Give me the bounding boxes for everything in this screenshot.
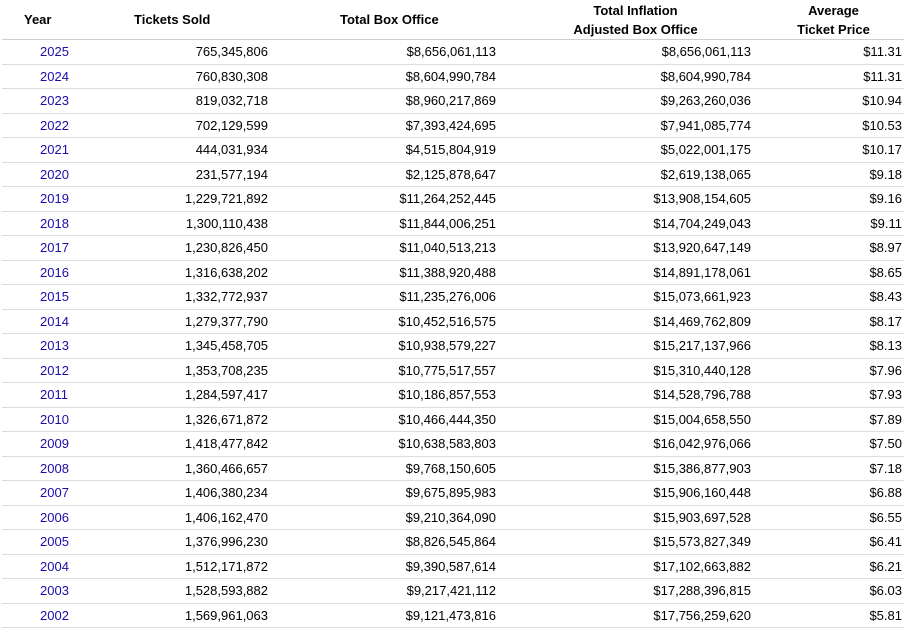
table-row <box>2 579 904 604</box>
table-row <box>2 162 904 187</box>
total-box-office-cell: $11,040,513,213 <box>270 236 498 261</box>
table-row <box>2 40 904 65</box>
year-cell <box>2 579 112 604</box>
inflation-adjusted-cell: $17,288,396,815 <box>498 579 753 604</box>
total-box-office-cell: $11,844,006,251 <box>270 211 498 236</box>
average-ticket-price-cell: $9.18 <box>753 162 904 187</box>
inflation-adjusted-cell: $8,656,061,113 <box>498 40 753 65</box>
table-row <box>2 407 904 432</box>
average-ticket-price-cell: $10.53 <box>753 113 904 138</box>
tickets-sold-cell: 1,569,961,063 <box>112 603 270 628</box>
inflation-adjusted-cell: $15,903,697,528 <box>498 505 753 530</box>
tickets-sold-cell: 1,528,593,882 <box>112 579 270 604</box>
year-cell <box>2 187 112 212</box>
year-cell <box>2 162 112 187</box>
table-row <box>2 383 904 408</box>
average-ticket-price-cell: $7.96 <box>753 358 904 383</box>
tickets-sold-cell: 1,279,377,790 <box>112 309 270 334</box>
tickets-sold-cell: 1,353,708,235 <box>112 358 270 383</box>
tickets-sold-cell: 1,512,171,872 <box>112 554 270 579</box>
tickets-sold-cell: 1,406,380,234 <box>112 481 270 506</box>
total-box-office-cell: $10,186,857,553 <box>270 383 498 408</box>
year-cell <box>2 285 112 310</box>
tickets-sold-cell: 444,031,934 <box>112 138 270 163</box>
year-cell <box>2 40 112 65</box>
average-ticket-price-cell: $9.16 <box>753 187 904 212</box>
inflation-adjusted-cell: $5,022,001,175 <box>498 138 753 163</box>
header-row <box>2 0 904 40</box>
tickets-sold-cell: 231,577,194 <box>112 162 270 187</box>
year-cell <box>2 456 112 481</box>
year-cell <box>2 138 112 163</box>
year-cell <box>2 260 112 285</box>
year-cell <box>2 603 112 628</box>
tickets-sold-cell: 1,406,162,470 <box>112 505 270 530</box>
total-box-office-cell: $8,960,217,869 <box>270 89 498 114</box>
year-cell <box>2 64 112 89</box>
inflation-adjusted-cell: $14,469,762,809 <box>498 309 753 334</box>
inflation-adjusted-cell: $15,573,827,349 <box>498 530 753 555</box>
tickets-sold-cell: 1,376,996,230 <box>112 530 270 555</box>
year-cell <box>2 358 112 383</box>
tickets-sold-cell: 1,345,458,705 <box>112 334 270 359</box>
header-inflation-adjusted <box>498 0 753 40</box>
total-box-office-cell: $10,938,579,227 <box>270 334 498 359</box>
tickets-sold-cell: 1,300,110,438 <box>112 211 270 236</box>
year-cell <box>2 432 112 457</box>
total-box-office-cell: $10,775,517,557 <box>270 358 498 383</box>
table-header <box>2 0 904 40</box>
year-link[interactable]: 2024 <box>40 68 69 84</box>
year-link[interactable]: 2025 <box>40 44 69 60</box>
year-link[interactable]: 2003 <box>40 583 69 599</box>
tickets-sold-cell: 1,326,671,872 <box>112 407 270 432</box>
inflation-adjusted-cell: $2,619,138,065 <box>498 162 753 187</box>
inflation-adjusted-cell: $17,756,259,620 <box>498 603 753 628</box>
average-ticket-price-cell: $5.81 <box>753 603 904 628</box>
year-cell <box>2 334 112 359</box>
year-cell <box>2 505 112 530</box>
total-box-office-cell: $9,210,364,090 <box>270 505 498 530</box>
table-row <box>2 138 904 163</box>
table-row <box>2 456 904 481</box>
box-office-table <box>2 0 904 628</box>
average-ticket-price-cell: $10.17 <box>753 138 904 163</box>
year-cell <box>2 383 112 408</box>
year-link[interactable]: 2008 <box>40 460 69 476</box>
year-link[interactable]: 2011 <box>40 387 68 403</box>
year-link[interactable]: 2019 <box>40 191 69 207</box>
average-ticket-price-cell: $7.50 <box>753 432 904 457</box>
average-ticket-price-cell: $7.18 <box>753 456 904 481</box>
year-link[interactable]: 2004 <box>40 558 69 574</box>
inflation-adjusted-cell: $9,263,260,036 <box>498 89 753 114</box>
inflation-adjusted-cell: $13,920,647,149 <box>498 236 753 261</box>
year-link[interactable]: 2017 <box>40 240 69 256</box>
year-link[interactable]: 2012 <box>40 362 69 378</box>
average-ticket-price-cell: $6.21 <box>753 554 904 579</box>
year-link[interactable]: 2002 <box>40 607 69 623</box>
year-link[interactable]: 2018 <box>40 215 69 231</box>
year-link[interactable]: 2023 <box>40 93 69 109</box>
year-cell <box>2 236 112 261</box>
tickets-sold-cell: 702,129,599 <box>112 113 270 138</box>
average-ticket-price-cell: $9.11 <box>753 211 904 236</box>
header-avg-line1: Average <box>808 2 859 18</box>
table-row <box>2 309 904 334</box>
total-box-office-cell: $10,452,516,575 <box>270 309 498 334</box>
average-ticket-price-cell: $8.13 <box>753 334 904 359</box>
average-ticket-price-cell: $11.31 <box>753 64 904 89</box>
inflation-adjusted-cell: $8,604,990,784 <box>498 64 753 89</box>
average-ticket-price-cell: $8.17 <box>753 309 904 334</box>
tickets-sold-cell: 1,229,721,892 <box>112 187 270 212</box>
tickets-sold-cell: 1,230,826,450 <box>112 236 270 261</box>
tickets-sold-cell: 760,830,308 <box>112 64 270 89</box>
year-link[interactable]: 2015 <box>40 289 69 305</box>
average-ticket-price-cell: $10.94 <box>753 89 904 114</box>
header-inflation-line2: Adjusted Box Office <box>573 21 698 37</box>
table-row <box>2 89 904 114</box>
total-box-office-cell: $9,121,473,816 <box>270 603 498 628</box>
total-box-office-cell: $10,638,583,803 <box>270 432 498 457</box>
year-link[interactable]: 2016 <box>40 264 69 280</box>
tickets-sold-cell: 1,360,466,657 <box>112 456 270 481</box>
tickets-sold-cell: 1,284,597,417 <box>112 383 270 408</box>
total-box-office-cell: $11,388,920,488 <box>270 260 498 285</box>
year-cell <box>2 113 112 138</box>
total-box-office-cell: $7,393,424,695 <box>270 113 498 138</box>
year-link[interactable]: 2020 <box>40 166 69 182</box>
average-ticket-price-cell: $6.88 <box>753 481 904 506</box>
table-row <box>2 187 904 212</box>
year-link[interactable]: 2006 <box>40 509 69 525</box>
table-row <box>2 211 904 236</box>
total-box-office-cell: $2,125,878,647 <box>270 162 498 187</box>
total-box-office-cell: $8,826,545,864 <box>270 530 498 555</box>
year-link[interactable]: 2010 <box>40 411 69 427</box>
table-row <box>2 334 904 359</box>
average-ticket-price-cell: $6.41 <box>753 530 904 555</box>
total-box-office-cell: $9,675,895,983 <box>270 481 498 506</box>
table-row <box>2 285 904 310</box>
year-link[interactable]: 2014 <box>40 313 69 329</box>
inflation-adjusted-cell: $15,004,658,550 <box>498 407 753 432</box>
average-ticket-price-cell: $7.93 <box>753 383 904 408</box>
table-row <box>2 554 904 579</box>
table-row <box>2 530 904 555</box>
header-total-box-office: Total Box Office <box>270 0 498 40</box>
inflation-adjusted-cell: $15,386,877,903 <box>498 456 753 481</box>
average-ticket-price-cell: $8.43 <box>753 285 904 310</box>
table-body <box>2 40 904 628</box>
year-cell <box>2 530 112 555</box>
inflation-adjusted-cell: $15,217,137,966 <box>498 334 753 359</box>
header-year: Year <box>2 0 112 40</box>
average-ticket-price-cell: $7.89 <box>753 407 904 432</box>
inflation-adjusted-cell: $15,073,661,923 <box>498 285 753 310</box>
average-ticket-price-cell: $6.55 <box>753 505 904 530</box>
year-cell <box>2 309 112 334</box>
inflation-adjusted-cell: $14,891,178,061 <box>498 260 753 285</box>
year-link[interactable]: 2021 <box>40 142 69 158</box>
average-ticket-price-cell: $6.03 <box>753 579 904 604</box>
year-link[interactable]: 2022 <box>40 117 69 133</box>
header-average-ticket-price <box>753 0 904 40</box>
inflation-adjusted-cell: $15,310,440,128 <box>498 358 753 383</box>
year-cell <box>2 554 112 579</box>
inflation-adjusted-cell: $14,704,249,043 <box>498 211 753 236</box>
total-box-office-cell: $11,264,252,445 <box>270 187 498 212</box>
year-link[interactable]: 2005 <box>40 534 69 550</box>
tickets-sold-cell: 819,032,718 <box>112 89 270 114</box>
inflation-adjusted-cell: $7,941,085,774 <box>498 113 753 138</box>
table-row <box>2 481 904 506</box>
table-row <box>2 432 904 457</box>
average-ticket-price-cell: $11.31 <box>753 40 904 65</box>
inflation-adjusted-cell: $17,102,663,882 <box>498 554 753 579</box>
inflation-adjusted-cell: $13,908,154,605 <box>498 187 753 212</box>
table-row <box>2 505 904 530</box>
header-avg-line2: Ticket Price <box>797 21 870 37</box>
total-box-office-cell: $11,235,276,006 <box>270 285 498 310</box>
year-cell <box>2 481 112 506</box>
year-cell <box>2 407 112 432</box>
total-box-office-cell: $10,466,444,350 <box>270 407 498 432</box>
tickets-sold-cell: 1,316,638,202 <box>112 260 270 285</box>
tickets-sold-cell: 1,418,477,842 <box>112 432 270 457</box>
tickets-sold-cell: 765,345,806 <box>112 40 270 65</box>
year-cell <box>2 211 112 236</box>
tickets-sold-cell: 1,332,772,937 <box>112 285 270 310</box>
header-tickets-sold: Tickets Sold <box>112 0 270 40</box>
table-row <box>2 113 904 138</box>
average-ticket-price-cell: $8.65 <box>753 260 904 285</box>
table-row <box>2 603 904 628</box>
year-link[interactable]: 2007 <box>40 485 69 501</box>
table-row <box>2 358 904 383</box>
inflation-adjusted-cell: $16,042,976,066 <box>498 432 753 457</box>
year-cell <box>2 89 112 114</box>
total-box-office-cell: $8,656,061,113 <box>270 40 498 65</box>
total-box-office-cell: $8,604,990,784 <box>270 64 498 89</box>
table-row <box>2 236 904 261</box>
header-inflation-line1: Total Inflation <box>593 2 678 18</box>
average-ticket-price-cell: $8.97 <box>753 236 904 261</box>
year-link[interactable]: 2013 <box>40 338 69 354</box>
year-link[interactable]: 2009 <box>40 436 69 452</box>
total-box-office-cell: $9,217,421,112 <box>270 579 498 604</box>
inflation-adjusted-cell: $15,906,160,448 <box>498 481 753 506</box>
total-box-office-cell: $9,390,587,614 <box>270 554 498 579</box>
table-row <box>2 260 904 285</box>
total-box-office-cell: $9,768,150,605 <box>270 456 498 481</box>
inflation-adjusted-cell: $14,528,796,788 <box>498 383 753 408</box>
total-box-office-cell: $4,515,804,919 <box>270 138 498 163</box>
table-row <box>2 64 904 89</box>
